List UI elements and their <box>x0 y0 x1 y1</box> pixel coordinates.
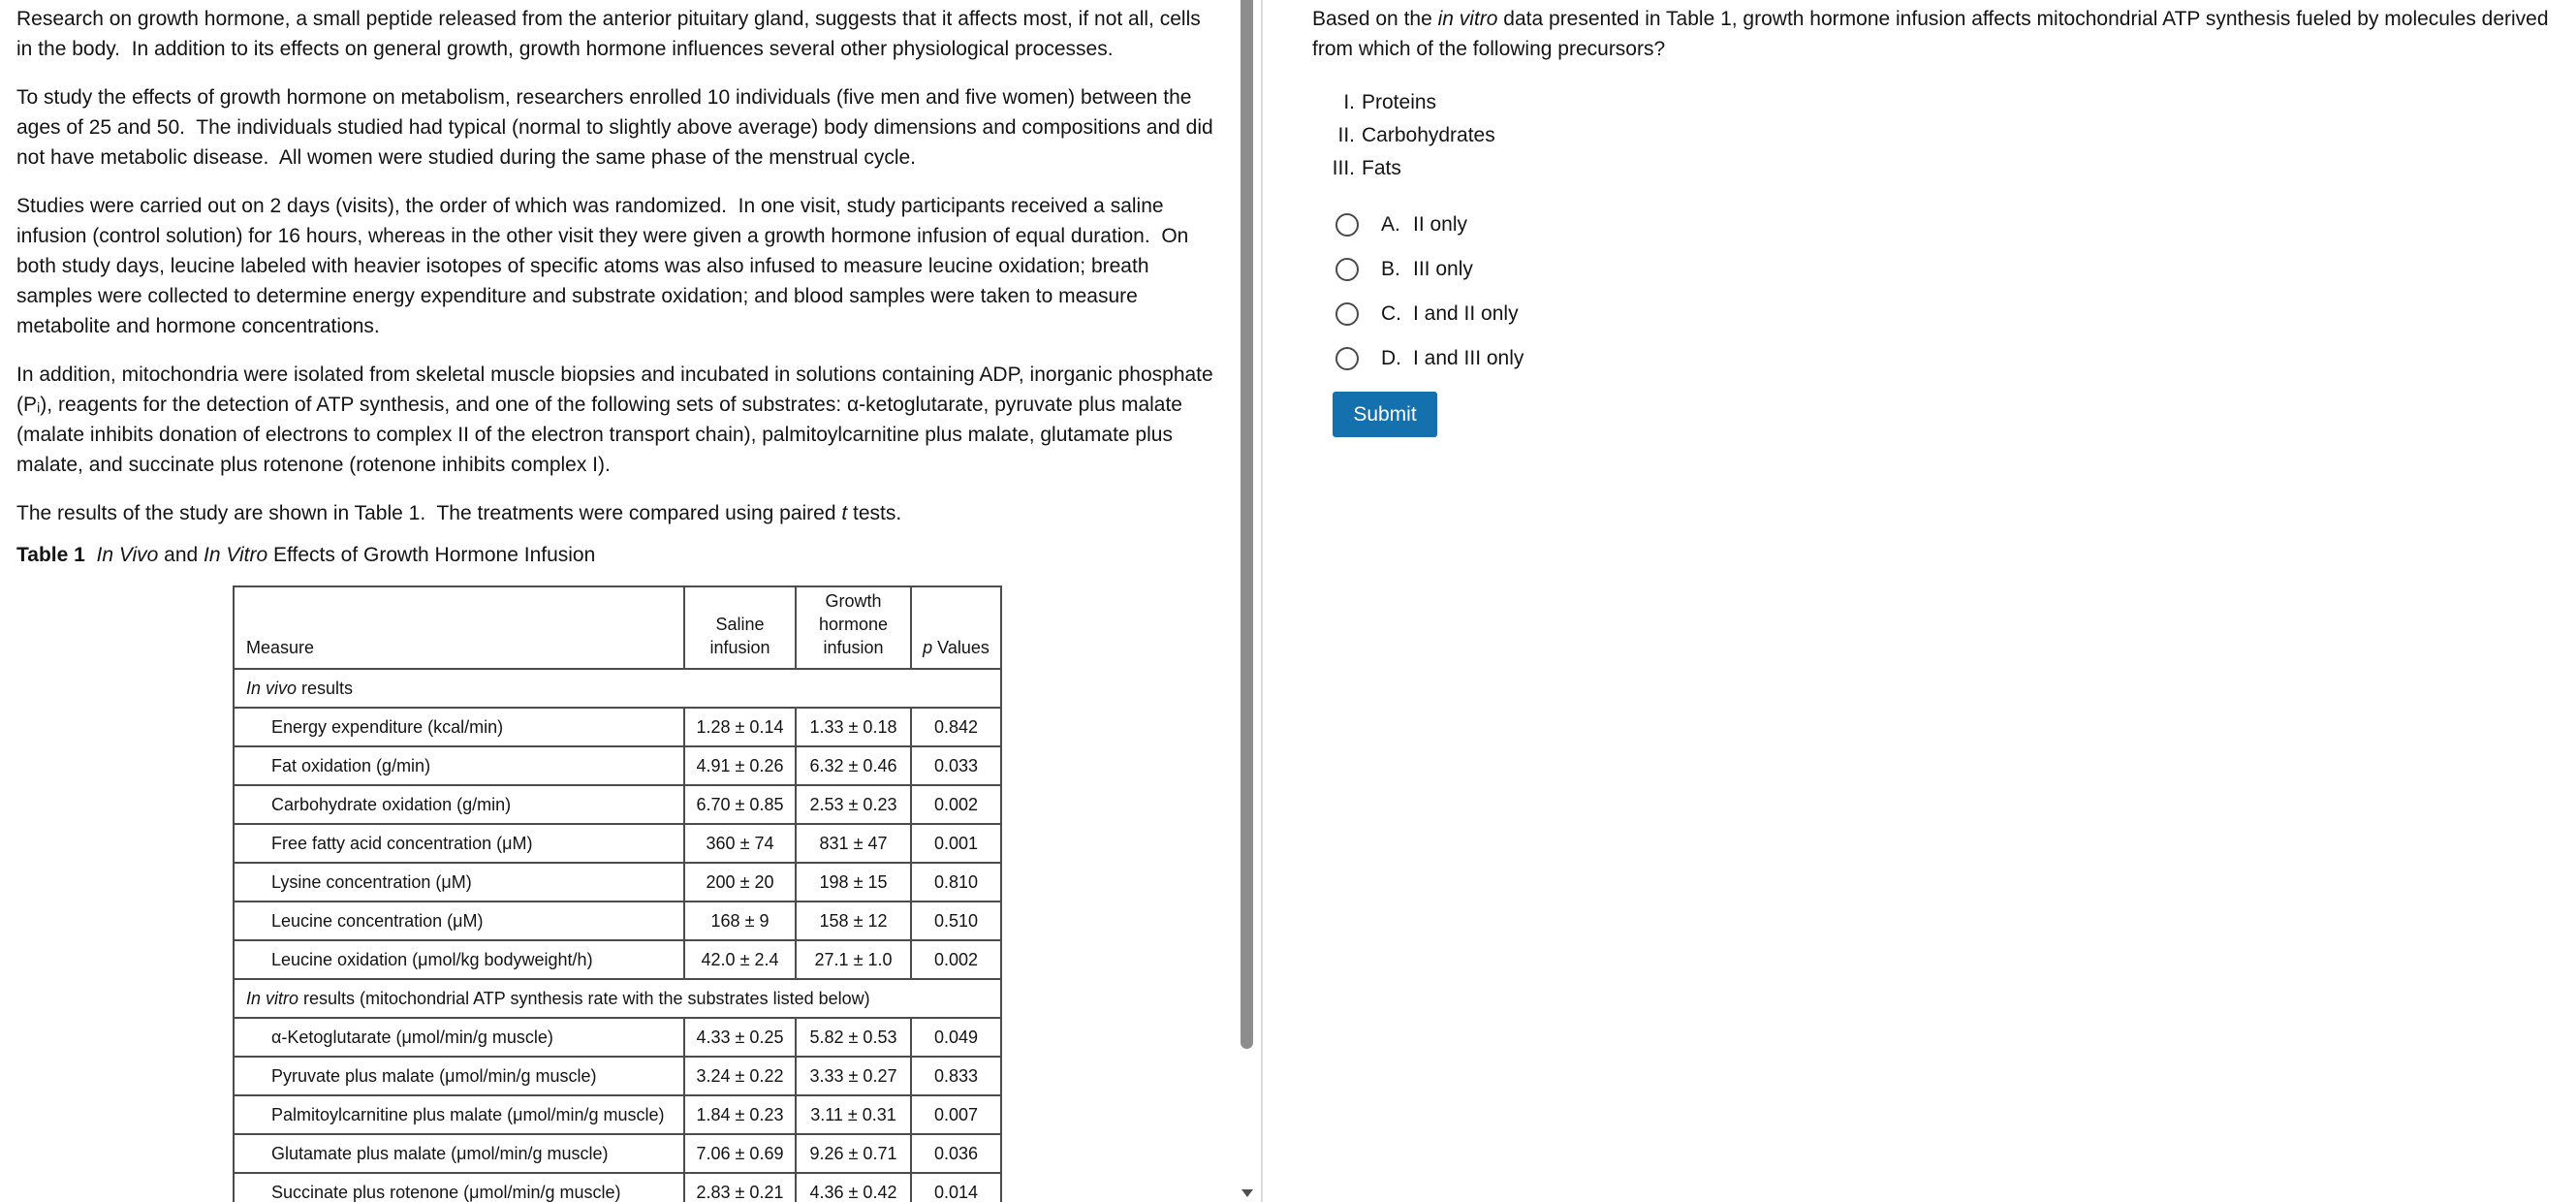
roman-item-1: I. Proteins <box>1343 91 1437 113</box>
table-row: Fat oxidation (g/min) 4.91 ± 0.26 6.32 ± 0.46 0.033 <box>234 746 1001 785</box>
header-saline-infusion: Saline infusion <box>684 586 796 669</box>
table-row: Pyruvate plus malate (μmol/min/g muscle) 3.24 ± 0.22 3.33 ± 0.27 0.833 <box>234 1057 1001 1095</box>
answer-option-b[interactable] <box>1312 258 2562 281</box>
table-row: Carbohydrate oxidation (g/min) 6.70 ± 0.85 2.53 ± 0.23 0.002 <box>234 785 1001 824</box>
table-row: α-Ketoglutarate (μmol/min/g muscle) 4.33 ± 0.25 5.82 ± 0.53 0.049 <box>234 1018 1001 1057</box>
option-letter: A. <box>1381 213 1400 236</box>
results-text: The results of the study are shown in Table 1. The treatments were compared using paired <box>16 502 842 524</box>
radio-button-icon[interactable] <box>1335 213 1359 237</box>
results-text-end: tests. <box>847 502 902 524</box>
header-growth-hormone-infusion: Growth hormone infusion <box>796 586 911 669</box>
table-caption: Table 1 In Vivo and In Vitro Effects of Growth Hormone Infusion <box>16 544 596 566</box>
table-section-in-vivo: In vivo results <box>234 669 1001 708</box>
answer-option-c[interactable] <box>1312 302 2562 326</box>
table-section-in-vitro: In vitro results (mitochondrial ATP synthesis rate with the substrates listed below) <box>234 979 1001 1018</box>
scroll-down-arrow-icon[interactable] <box>1241 1189 1253 1197</box>
option-letter: D. <box>1381 347 1401 369</box>
question-panel <box>1263 0 2576 437</box>
option-text: III only <box>1413 258 1473 280</box>
option-text: I and II only <box>1413 302 1519 325</box>
roman-numeral-list <box>1312 86 2562 185</box>
table-row: Palmitoylcarnitine plus malate (μmol/min/g muscle) 1.84 ± 0.23 3.11 ± 0.31 0.007 <box>234 1095 1001 1134</box>
passage-paragraph-1: Research on growth hormone, a small peptide released from the anterior pituitary gland, suggests that it affects most, if not all, cells in the body. In addition to its effects on general growth, growth hormone influences several other physiological processes. <box>16 8 1207 60</box>
table-header-row <box>234 586 1001 669</box>
italic-in-vitro: in vitro <box>1437 8 1498 30</box>
passage-panel <box>0 0 1237 1202</box>
passage-paragraph-5 <box>16 498 1218 528</box>
roman-item-3: III. Fats <box>1332 157 1401 179</box>
header-measure: Measure <box>234 586 684 669</box>
radio-button-icon[interactable] <box>1335 302 1359 326</box>
table-row: Glutamate plus malate (μmol/min/g muscle) 7.06 ± 0.69 9.26 ± 0.71 0.036 <box>234 1134 1001 1173</box>
results-table <box>233 585 1002 1202</box>
roman-item-2: II. Carbohydrates <box>1337 124 1495 146</box>
answer-option-a[interactable] <box>1312 213 2562 237</box>
answer-option-d[interactable] <box>1312 347 2562 370</box>
table-row: Leucine concentration (μM) 168 ± 9 158 ± 12 0.510 <box>234 902 1001 940</box>
table-row: Lysine concentration (μM) 200 ± 20 198 ± 15 0.810 <box>234 863 1001 902</box>
scrollbar-thumb[interactable] <box>1241 0 1253 1049</box>
table-row: Free fatty acid concentration (μM) 360 ± 74 831 ± 47 0.001 <box>234 824 1001 863</box>
radio-button-icon[interactable] <box>1335 347 1359 370</box>
option-letter: C. <box>1381 302 1401 325</box>
table-row: Leucine oxidation (μmol/kg bodyweight/h) 42.0 ± 2.4 27.1 ± 1.0 0.002 <box>234 940 1001 979</box>
table-row: Succinate plus rotenone (μmol/min/g muscle) 2.83 ± 0.21 4.36 ± 0.42 0.014 <box>234 1173 1001 1202</box>
passage-paragraph-4: In addition, mitochondria were isolated from skeletal muscle biopsies and incubated in solutions containing ADP, inorganic phosphate (Pᵢ), reagents for the detection of ATP synthesis, and one of the following sets of substrates: α-ketoglutarate, pyruvate plus malate (malate inhibits donation of electrons to complex II of the electron transport chain), palmitoylcarnitine plus malate, glutamate plus malate, and succinate plus rotenone (rotenone inhibits complex I). <box>16 364 1219 476</box>
header-p-values: p Values <box>911 586 1001 669</box>
passage-paragraph-3: Studies were carried out on 2 days (visits), the order of which was randomized. In one visit, study participants received a saline infusion (control solution) for 16 hours, whereas in the other visit they were given a growth hormone infusion of equal duration. On both study days, leucine labeled with heavier isotopes of specific atoms was also infused to measure leucine oxidation; breath samples were collected to determine energy expenditure and substrate oxidation; and blood samples were taken to measure metabolite and hormone concentrations. <box>16 195 1195 337</box>
radio-button-icon[interactable] <box>1335 258 1359 281</box>
answer-options <box>1312 213 2562 370</box>
question-stem: Based on the in vitro data presented in Table 1, growth hormone infusion affects mitochondrial ATP synthesis fueled by molecules derived from which of the following precursors? <box>1312 8 2555 60</box>
option-text: I and III only <box>1413 347 1524 369</box>
option-letter: B. <box>1381 258 1400 280</box>
passage-paragraph-2: To study the effects of growth hormone on metabolism, researchers enrolled 10 individuals (five men and five women) between the ages of 25 and 50. The individuals studied had typical (normal to slightly above average) body dimensions and compositions and did not have metabolic disease. All women were studied during the same phase of the menstrual cycle. <box>16 86 1219 169</box>
table-caption-label: Table 1 <box>16 544 85 566</box>
submit-button[interactable]: Submit <box>1333 392 1437 437</box>
table-row: Energy expenditure (kcal/min) 1.28 ± 0.14 1.33 ± 0.18 0.842 <box>234 708 1001 746</box>
italic-t: t <box>841 502 848 524</box>
option-text: II only <box>1413 213 1468 236</box>
